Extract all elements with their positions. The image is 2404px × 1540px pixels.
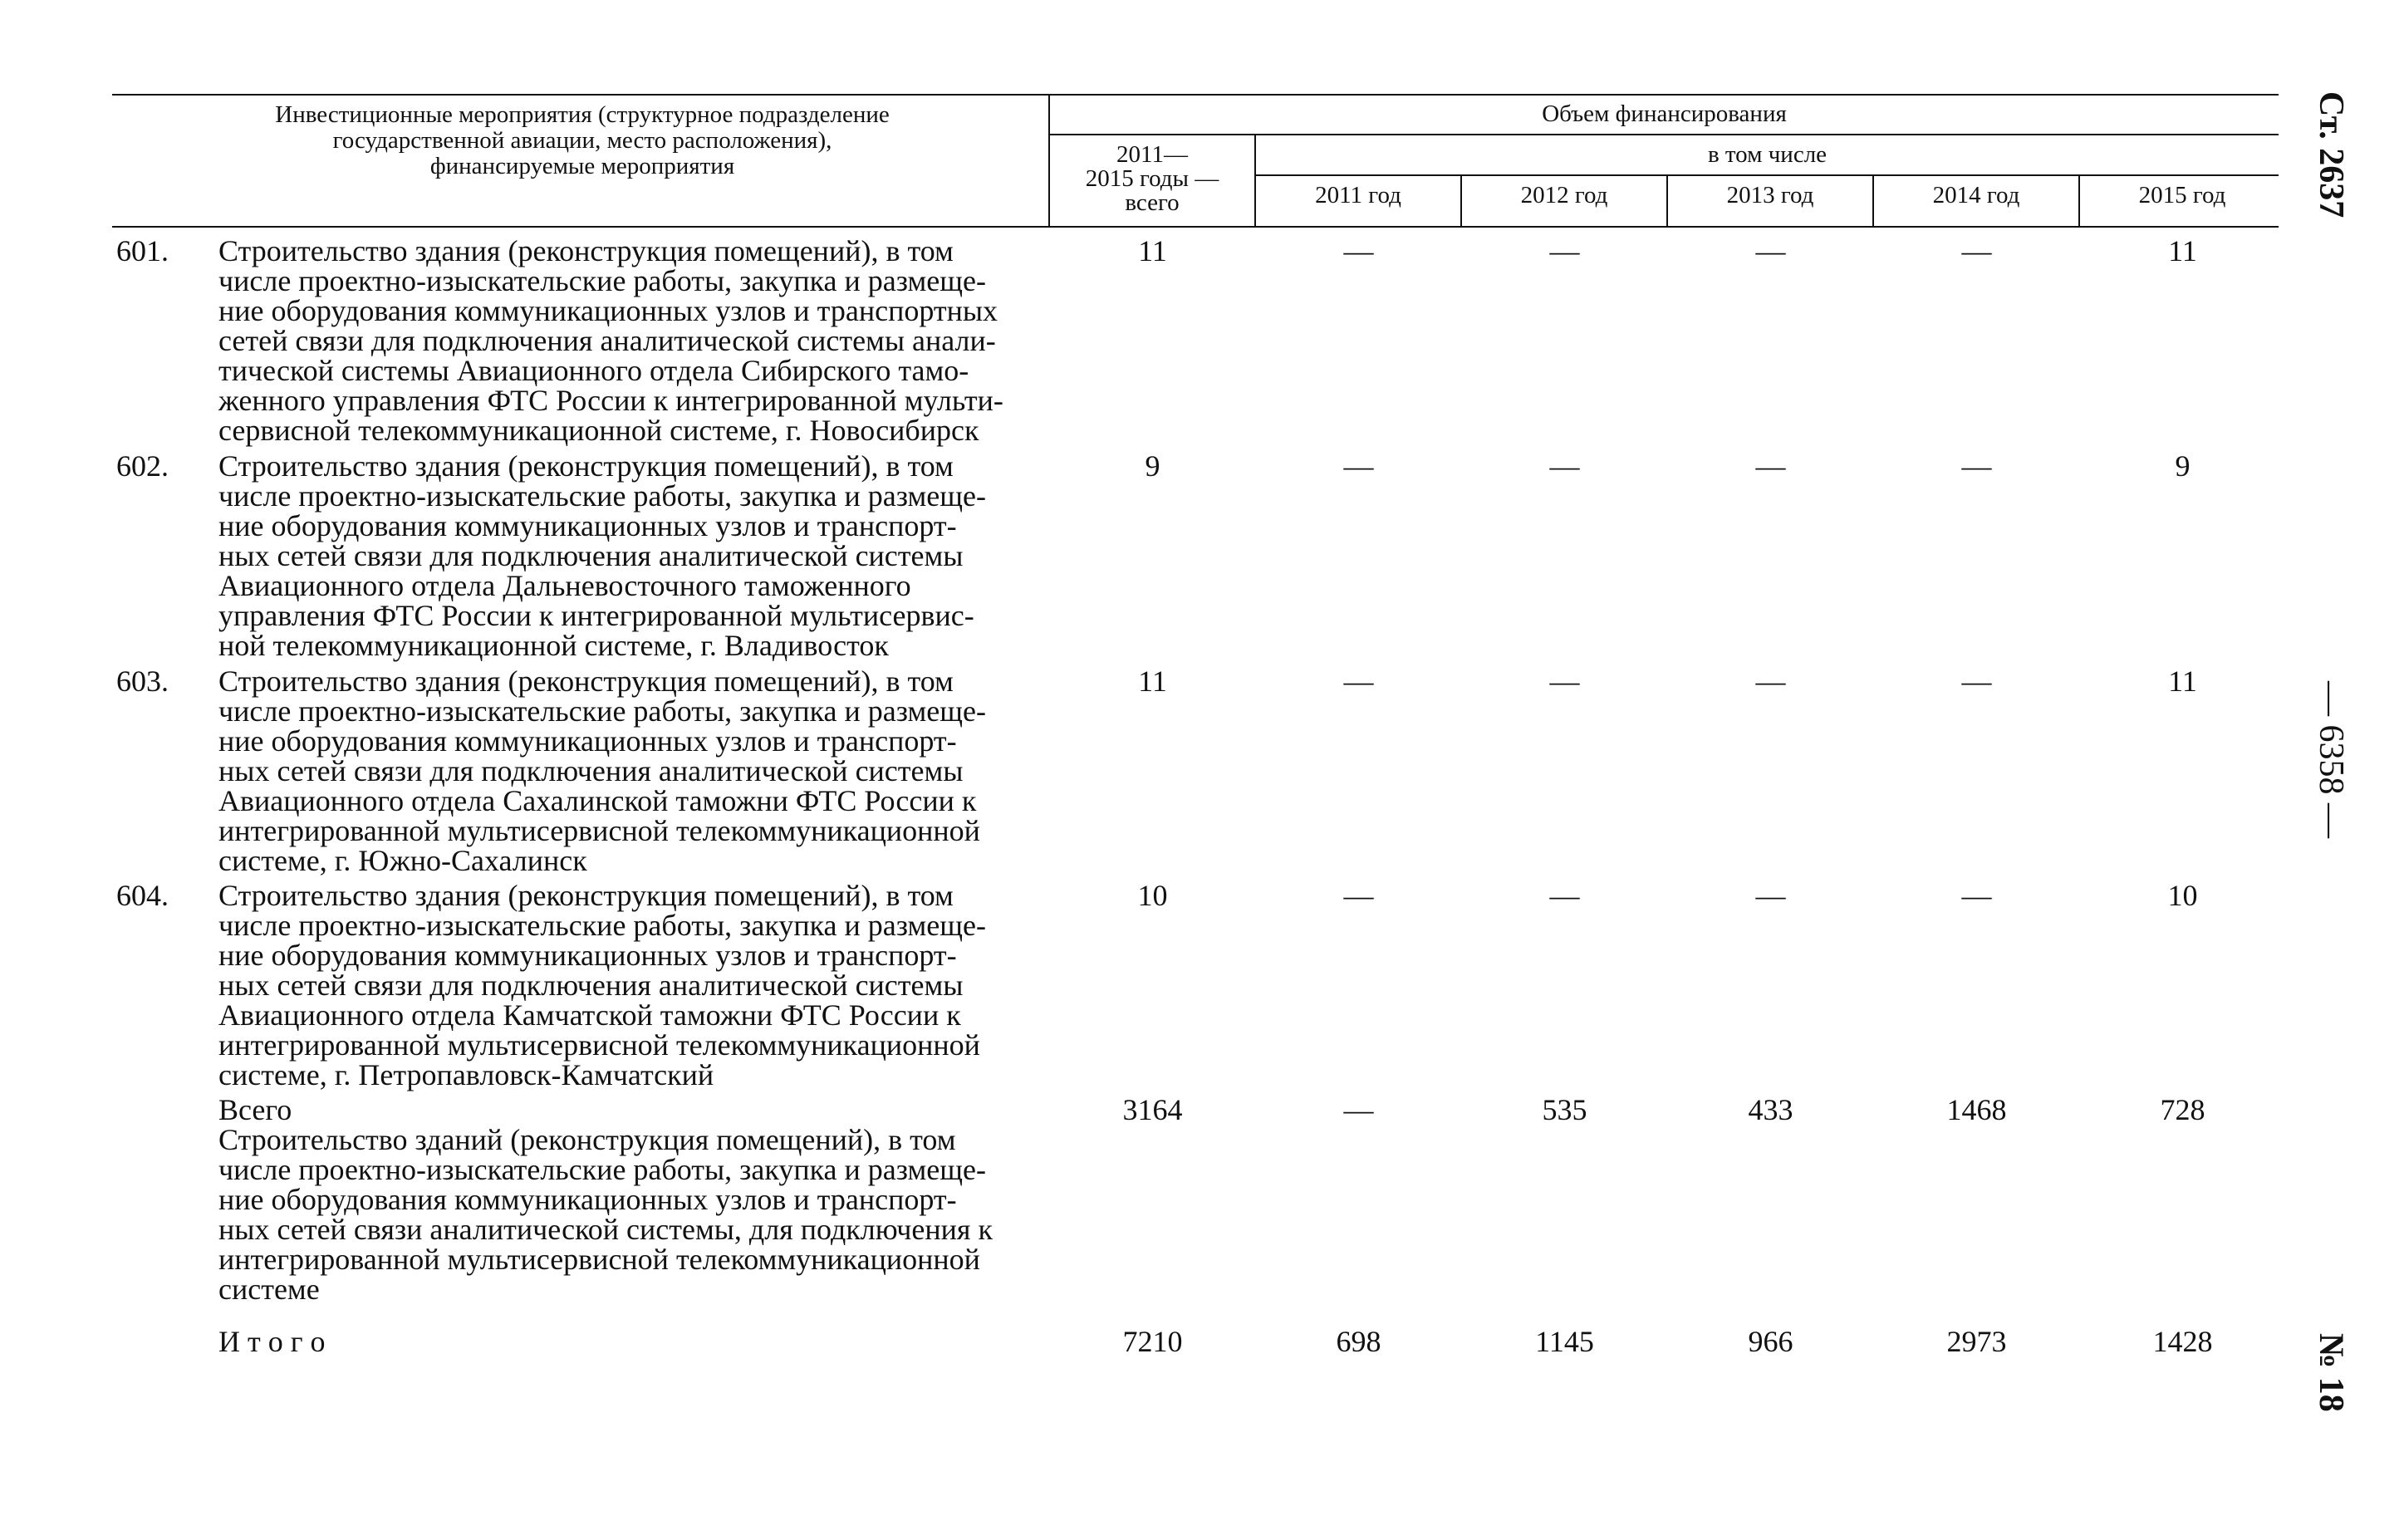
description-line: Авиационного отдела Камчатской таможни ФТС России к — [218, 998, 961, 1032]
description-line: ных сетей связи для подключения аналитической системы — [218, 754, 964, 787]
margin-article-number: Ст. 2637 — [2312, 91, 2350, 218]
description-line: ных сетей связи для подключения аналитической системы — [218, 969, 964, 1002]
description-line: интегрированной мультисервисной телекоммуникационной — [218, 814, 980, 847]
row-number: 602. — [116, 449, 169, 483]
grand-total-value-2014: 2973 — [1946, 1325, 2007, 1358]
year-header-2011: 2011 год — [1315, 182, 1401, 208]
value-total: 9 — [1145, 449, 1160, 483]
value-2014: — — [1961, 879, 1992, 912]
total-header-line: 2011— — [1116, 141, 1188, 168]
description-line: тической системы Авиационного отдела Сибирского тамо- — [218, 354, 969, 387]
grand-total-value-2012: 1145 — [1535, 1325, 1594, 1358]
total-value-2012: 535 — [1542, 1093, 1587, 1126]
description-line: интегрированной мультисервисной телекоммуникационной — [218, 1243, 980, 1276]
value-2015: 11 — [2168, 234, 2197, 267]
value-2012: — — [1549, 665, 1580, 698]
year-header-2013: 2013 год — [1726, 182, 1814, 208]
value-2014: — — [1961, 234, 1992, 267]
description-line: ние оборудования коммуникационных узлов и транспорт- — [218, 724, 957, 758]
description-line: ние оборудования коммуникационных узлов и транспорт- — [218, 1183, 957, 1216]
value-2011: — — [1343, 665, 1374, 698]
value-2012: — — [1549, 879, 1580, 912]
value-2015: 10 — [2167, 879, 2198, 912]
description-line: числе проектно-изыскательские работы, закупка и размеще- — [218, 264, 986, 297]
grand-total-value-2013: 966 — [1748, 1325, 1793, 1358]
value-2014: — — [1961, 449, 1992, 483]
description-line: Строительство зданий (реконструкция помещений), в том — [218, 1123, 956, 1156]
description-line: управления ФТС России к интегрированной мультисервис- — [218, 599, 974, 632]
description-line: сервисной телекоммуникационной системе, г. Новосибирск — [218, 414, 979, 447]
description-line: интегрированной мультисервисной телекоммуникационной — [218, 1028, 980, 1062]
row-description — [218, 236, 1029, 445]
total-header-line: всего — [1125, 189, 1180, 216]
activity-header-line: финансируемые мероприятия — [429, 153, 735, 179]
value-2011: — — [1343, 449, 1374, 483]
total-value-all: 3164 — [1122, 1093, 1183, 1126]
description-line: ние оборудования коммуникационных узлов и транспорт- — [218, 939, 957, 972]
value-2013: — — [1755, 665, 1786, 698]
row-description — [218, 880, 1029, 1090]
row-number: 601. — [116, 234, 169, 267]
description-line: Строительство здания (реконструкция помещений), в том — [218, 665, 954, 698]
value-total: 10 — [1137, 879, 1168, 912]
value-2014: — — [1961, 665, 1992, 698]
year-header-2015: 2015 год — [2138, 182, 2226, 208]
description-line: ние оборудования коммуникационных узлов и транспорт- — [218, 509, 957, 542]
description-line: ных сетей связи для подключения аналитической системы — [218, 539, 964, 572]
year-header-2012: 2012 год — [1520, 182, 1608, 208]
activity-column-header — [116, 102, 1048, 179]
description-line: системе, г. Петропавловск-Камчатский — [218, 1058, 714, 1091]
description-line: Авиационного отдела Дальневосточного таможенного — [218, 569, 911, 602]
funding-header: Объем финансирования — [1542, 101, 1787, 127]
description-line: Строительство здания (реконструкция помещений), в том — [218, 879, 954, 912]
row-number: 604. — [116, 879, 169, 912]
margin-page-number: — 6358 — — [2312, 681, 2350, 838]
description-line: Строительство здания (реконструкция помещений), в том — [218, 234, 954, 267]
description-line: числе проектно-изыскательские работы, закупка и размеще- — [218, 1153, 986, 1186]
value-2013: — — [1755, 449, 1786, 483]
activity-header-line: государственной авиации, место расположения), — [332, 127, 832, 154]
description-line: женного управления ФТС России к интегрированной мульти- — [218, 384, 1003, 417]
total-period-header — [1050, 143, 1254, 215]
grand-total-label: И т о г о — [218, 1325, 326, 1358]
including-header: в том числе — [1707, 141, 1828, 168]
table-top-rule — [112, 94, 2279, 96]
funding-header-rule — [1048, 134, 2279, 135]
activity-header-line: Инвестиционные мероприятия (структурное подразделение — [275, 101, 890, 128]
value-2015: 11 — [2168, 665, 2197, 698]
description-line: ных сетей связи аналитической системы, для подключения к — [218, 1213, 993, 1246]
row-description — [218, 666, 1029, 875]
total-value-2013: 433 — [1748, 1093, 1793, 1126]
description-line: числе проектно-изыскательские работы, закупка и размеще- — [218, 909, 986, 942]
total-value-2015: 728 — [2160, 1093, 2205, 1126]
description-line: числе проектно-изыскательские работы, закупка и размеще- — [218, 694, 986, 728]
value-2012: — — [1549, 234, 1580, 267]
value-2012: — — [1549, 449, 1580, 483]
grand-total-value-2011: 698 — [1336, 1325, 1381, 1358]
value-2015: 9 — [2175, 449, 2191, 483]
total-description — [218, 1095, 1029, 1304]
description-line: сетей связи для подключения аналитической системы анали- — [218, 324, 996, 357]
grand-total-value-2015: 1428 — [2152, 1325, 2213, 1358]
value-2011: — — [1343, 234, 1374, 267]
margin-issue-number: № 18 — [2312, 1333, 2350, 1412]
total-label: Всего — [218, 1093, 292, 1126]
description-line: Авиационного отдела Сахалинской таможни ФТС России к — [218, 784, 977, 817]
description-line: системе, г. Южно-Сахалинск — [218, 844, 587, 877]
including-header-rule — [1254, 174, 2279, 176]
year-header-2014: 2014 год — [1932, 182, 2020, 208]
value-2013: — — [1755, 234, 1786, 267]
grand-total-value-all: 7210 — [1122, 1325, 1183, 1358]
value-2011: — — [1343, 879, 1374, 912]
description-line: числе проектно-изыскательские работы, закупка и размеще- — [218, 479, 986, 513]
description-line: ной телекоммуникационной системе, г. Владивосток — [218, 629, 889, 662]
description-line: Строительство здания (реконструкция помещений), в том — [218, 449, 954, 483]
description-line: ние оборудования коммуникационных узлов и транспортных — [218, 294, 998, 327]
row-number: 603. — [116, 665, 169, 698]
description-line: системе — [218, 1273, 320, 1306]
total-header-line: 2015 годы — — [1085, 165, 1219, 192]
value-2013: — — [1755, 879, 1786, 912]
total-value-2014: 1468 — [1946, 1093, 2007, 1126]
total-value-2011: — — [1343, 1093, 1374, 1126]
row-description — [218, 451, 1029, 660]
value-total: 11 — [1138, 234, 1167, 267]
header-bottom-rule — [112, 226, 2279, 228]
value-total: 11 — [1138, 665, 1167, 698]
